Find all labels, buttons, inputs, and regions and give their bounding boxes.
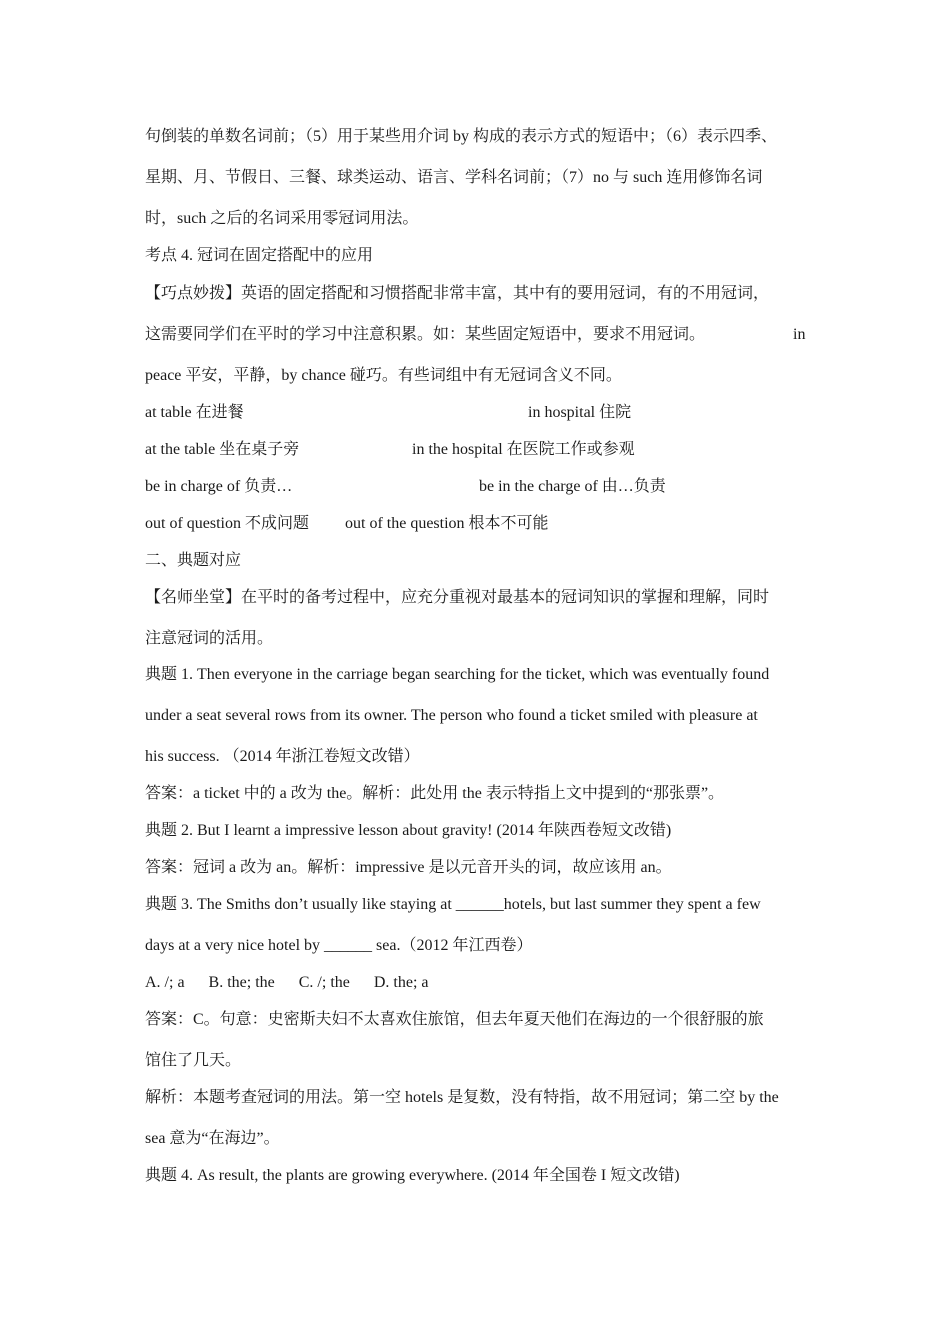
phrase-left: be in charge of 负责… — [145, 478, 293, 495]
text-line: under a seat several rows from its owner. The person who found a ticket smiled with pleasure at — [145, 707, 758, 724]
text-line: 【名师坐堂】在平时的备考过程中，应充分重视对最基本的冠词知识的掌握和理解，同时 — [145, 589, 770, 606]
text-line: 注意冠词的活用。 — [145, 630, 274, 647]
phrase-right: out of the question 根本不可能 — [345, 515, 549, 532]
answer-line: 答案：冠词 a 改为 an。解析：impressive 是以元音开头的词，故应该用 an。 — [145, 859, 672, 876]
text-line: 【巧点妙拨】英语的固定搭配和习惯搭配非常丰富，其中有的要用冠词，有的不用冠词， — [145, 285, 770, 302]
phrase-right: in hospital 住院 — [528, 404, 632, 421]
phrase-left: at the table 坐在桌子旁 — [145, 441, 300, 458]
section-heading: 考点 4. 冠词在固定搭配中的应用 — [145, 247, 374, 264]
text-line: 解析：本题考查冠词的用法。第一空 hotels 是复数，没有特指，故不用冠词；第二空 by the — [145, 1089, 779, 1106]
phrase-left: at table 在进餐 — [145, 404, 244, 421]
text-line: peace 平安，平静，by chance 碰巧。有些词组中有无冠词含义不同。 — [145, 367, 622, 384]
section-heading: 二、典题对应 — [145, 552, 242, 569]
text-line: 星期、月、节假日、三餐、球类运动、语言、学科名词前；（7）no 与 such 连用修饰名词 — [145, 169, 763, 186]
options-line: A. /; a B. the; the C. /; the D. the; a — [145, 974, 429, 991]
phrase-left: out of question 不成问题 — [145, 515, 309, 532]
text-line: 句倒装的单数名词前；（5）用于某些用介词 by 构成的表示方式的短语中；（6）表示四季、 — [145, 128, 778, 145]
text-line: 典题 2. But I learnt a impressive lesson about gravity! (2014 年陕西卷短文改错) — [145, 822, 672, 839]
phrase-right: in the hospital 在医院工作或参观 — [412, 441, 635, 458]
text-line: 典题 3. The Smiths don’t usually like staying at ______hotels, but last summer they spent a few — [145, 896, 761, 913]
text-line: 典题 4. As result, the plants are growing everywhere. (2014 年全国卷 I 短文改错) — [145, 1167, 680, 1184]
answer-line: 答案：a ticket 中的 a 改为 the。解析：此处用 the 表示特指上文中提到的“那张票”。 — [145, 785, 725, 802]
text-line: 时，such 之后的名词采用零冠词用法。 — [145, 210, 419, 227]
text-line: 馆住了几天。 — [145, 1052, 242, 1069]
text-line: sea 意为“在海边”。 — [145, 1130, 280, 1147]
answer-line: 答案：C。句意：史密斯夫妇不太喜欢住旅馆，但去年夏天他们在海边的一个很舒服的旅 — [145, 1011, 764, 1028]
text-line: his success. （2014 年浙江卷短文改错） — [145, 748, 420, 765]
text-line: in — [793, 326, 806, 343]
text-line: 典题 1. Then everyone in the carriage began searching for the ticket, which was eventually found — [145, 666, 770, 683]
text-line: days at a very nice hotel by ______ sea.（2012 年江西卷） — [145, 937, 533, 954]
text-line: 这需要同学们在平时的学习中注意积累。如：某些固定短语中，要求不用冠词。 — [145, 326, 706, 343]
phrase-right: be in the charge of 由…负责 — [479, 478, 666, 495]
